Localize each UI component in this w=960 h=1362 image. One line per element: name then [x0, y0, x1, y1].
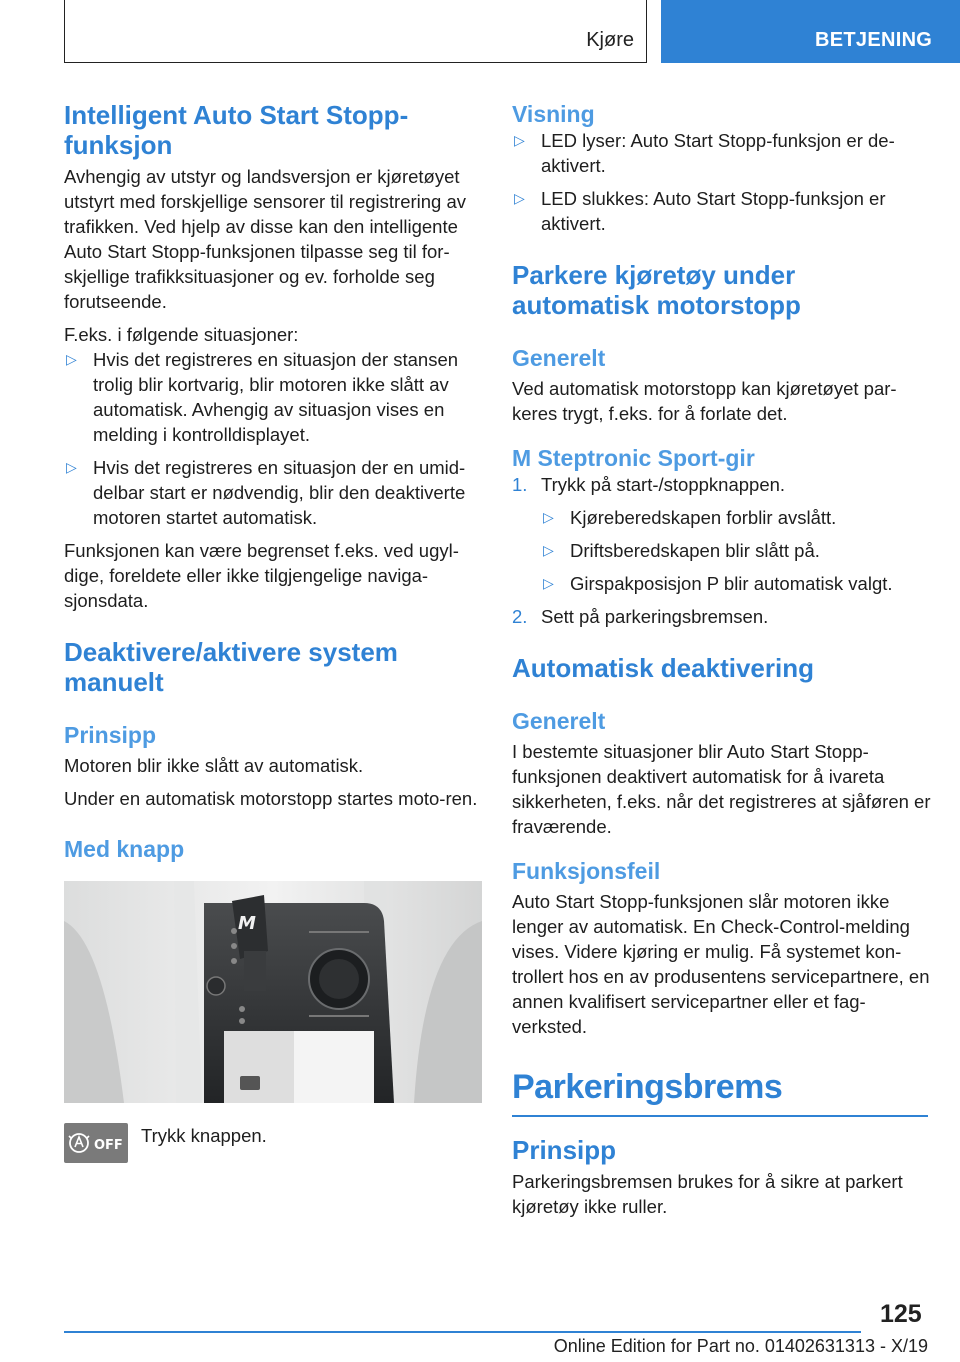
header-chapter-box: [64, 0, 647, 63]
triangle-bullet-icon: ▷: [514, 132, 525, 148]
auto-start-stop-off-icon: [64, 1123, 128, 1163]
heading-prinsipp: Prinsipp: [64, 722, 157, 748]
triangle-bullet-icon: ▷: [543, 575, 554, 591]
right-column: [512, 100, 932, 1219]
list-item: [541, 571, 932, 596]
footer-edition: Online Edition for Part no. 01402631313 - X/19: [553, 1336, 928, 1356]
paragraph: Parkeringsbremsen brukes for å sikre at parkert kjøretøy ikke ruller.: [512, 1171, 903, 1217]
heading-generelt: Generelt: [512, 708, 606, 734]
heading-manual: Deaktivere/aktivere system manuelt: [64, 637, 398, 697]
bullet-list: [64, 347, 482, 530]
heading-intelligent-auto-start-stop: Intelligent Auto Start Stopp-funksjon: [64, 100, 409, 160]
a-off-icon: [66, 1130, 126, 1156]
triangle-bullet-icon: ▷: [543, 542, 554, 558]
list-item: [512, 186, 932, 236]
triangle-bullet-icon: ▷: [66, 459, 77, 475]
heading-generelt: Generelt: [512, 345, 606, 371]
step-text: Trykk på start-/stoppknappen.: [541, 474, 786, 495]
paragraph: Motoren blir ikke slått av automatisk.: [64, 755, 364, 776]
paragraph: Funksjonen kan være begrenset f.eks. ved ugyl-dige, foreldete eller ikke tilgjengelige naviga-sjonsdata.: [64, 540, 459, 611]
paragraph: F.eks. i følgende situasjoner:: [64, 324, 299, 345]
gear-selector-photo: [64, 881, 482, 1103]
header-section-tab: [661, 0, 960, 63]
paragraph: Under en automatisk motorstopp startes moto-ren.: [64, 788, 478, 809]
heading-parkeringsbrems: Parkeringsbrems: [512, 1068, 783, 1106]
list-item: [64, 347, 482, 447]
list-item: [64, 455, 482, 530]
list-item: [541, 505, 932, 530]
triangle-bullet-icon: ▷: [514, 190, 525, 206]
step-item: [512, 604, 932, 629]
triangle-bullet-icon: ▷: [66, 351, 77, 367]
list-item: [541, 538, 932, 563]
bullet-list: [512, 128, 932, 236]
heading-steptronic: M Steptronic Sport-gir: [512, 445, 755, 471]
page-number: 125: [880, 1300, 922, 1328]
heading-automatisk-deaktivering: Automatisk deaktivering: [512, 653, 814, 683]
heading-med-knapp: Med knapp: [64, 836, 185, 862]
list-item-text: LED slukkes: Auto Start Stopp-funksjon er aktivert.: [541, 188, 886, 234]
center-console-illustration: [64, 881, 482, 1103]
footer-rule: [64, 1331, 861, 1333]
step-number: 1.: [512, 474, 528, 495]
list-item-text: Hvis det registreres en situasjon der en umid-delbar start er nødvendig, blir den deaktiverte motoren startet automatisk.: [93, 457, 466, 528]
heading-rule: [512, 1115, 928, 1117]
gear-lever-logo: M: [238, 913, 256, 934]
step-number: 2.: [512, 606, 528, 627]
heading-prinsipp: Prinsipp: [512, 1135, 617, 1165]
step-item: [512, 472, 932, 596]
paragraph: Ved automatisk motorstopp kan kjøretøyet par-keres trygt, f.eks. for å forlate det.: [512, 378, 897, 424]
numbered-steps: [512, 472, 932, 629]
triangle-bullet-icon: ▷: [543, 509, 554, 525]
heading-parkere: Parkere kjøretøy under automatisk motorstopp: [512, 260, 801, 320]
header-chapter: Kjøre: [586, 29, 634, 51]
list-item-text: LED lyser: Auto Start Stopp-funksjon er de-aktivert.: [541, 130, 895, 176]
paragraph: Avhengig av utstyr og landsversjon er kjøretøyet utstyrt med forskjellige sensorer til registrering av trafikken. Ved hjelp av disse kan den intelligente Auto Start Stopp-funksjonen tilpasse seg til for-skjellige trafikksituasjoner og ev. forholde seg forutseende.: [64, 166, 467, 312]
paragraph: Trykk knappen.: [141, 1125, 267, 1146]
auto-start-stop-off-row: [64, 1123, 482, 1163]
heading-visning: Visning: [512, 101, 595, 127]
header-section: BETJENING: [815, 29, 933, 51]
left-column: [64, 100, 482, 1163]
list-item: [512, 128, 932, 178]
list-item-text: Kjøreberedskapen forblir avslått.: [570, 507, 837, 528]
off-icon-label: OFF: [94, 1138, 123, 1153]
list-item-text: Girspakposisjon P blir automatisk valgt.: [570, 573, 893, 594]
paragraph: I bestemte situasjoner blir Auto Start Stopp-funksjonen deaktivert automatisk for å ivareta sikkerheten, f.eks. når det registreres at sjåføren er fraværende.: [512, 741, 931, 837]
list-item-text: Hvis det registreres en situasjon der stansen trolig blir kortvarig, blir motoren ikke slått av automatisk. Avhengig av situasjon vises en melding i kontrolldisplayet.: [93, 349, 459, 445]
paragraph: Auto Start Stopp-funksjonen slår motoren ikke lenger av automatisk. En Check-Control-melding vises. Videre kjøring er mulig. Få systemet kon-trollert hos en av produsentens servicepartnere, en annen kvalifisert servicepartner eller et fag-verksted.: [512, 891, 930, 1037]
step-text: Sett på parkeringsbremsen.: [541, 606, 769, 627]
list-item-text: Driftsberedskapen blir slått på.: [570, 540, 820, 561]
sub-bullet-list: [541, 505, 932, 596]
heading-funksjonsfeil: Funksjonsfeil: [512, 858, 661, 884]
